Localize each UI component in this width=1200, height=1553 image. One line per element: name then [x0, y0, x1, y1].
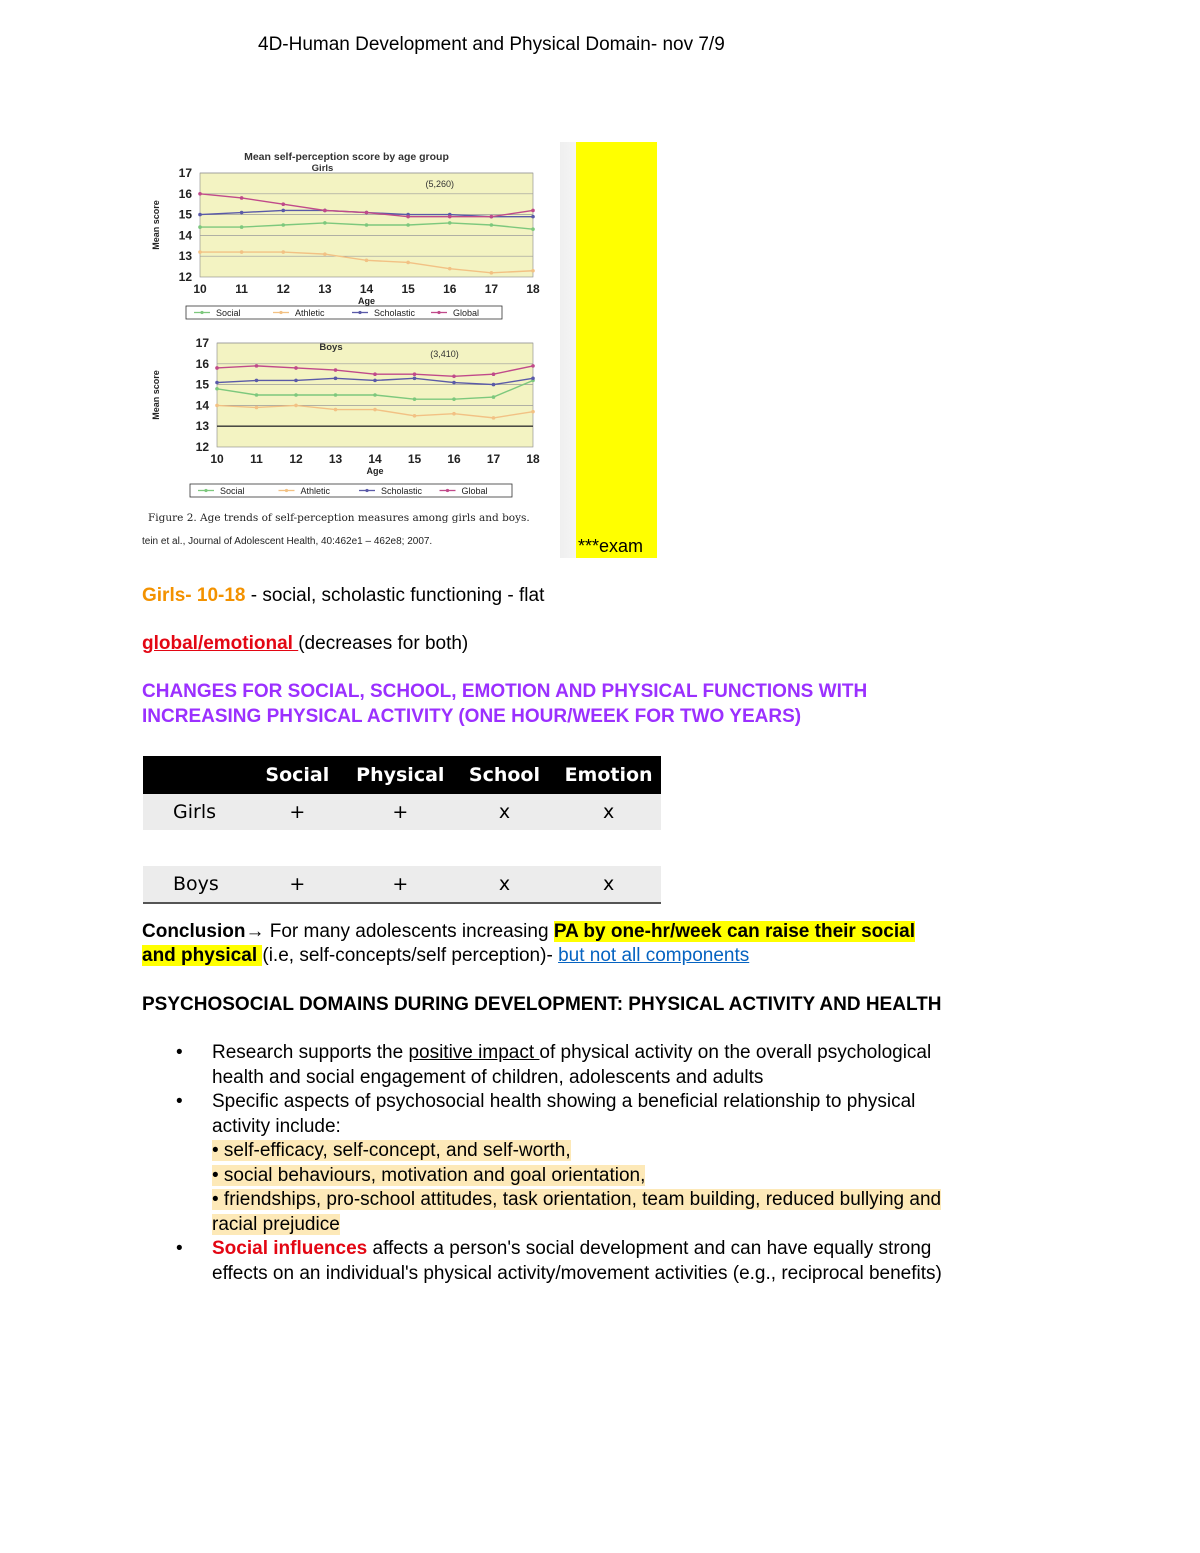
data-point-social — [373, 393, 377, 397]
data-point-social — [255, 393, 259, 397]
data-point-social — [334, 393, 338, 397]
table-cell: + — [348, 794, 453, 830]
data-point-social — [452, 397, 456, 401]
chart-subtitle: Girls — [311, 163, 334, 174]
girls-summary — [142, 584, 544, 608]
y-tick-label: 13 — [178, 249, 192, 264]
data-point-athletic — [294, 404, 298, 408]
data-point-global — [531, 209, 535, 213]
data-point-scholastic — [531, 215, 535, 219]
legend-marker — [365, 489, 368, 492]
table-cell: + — [348, 866, 453, 903]
data-point-athletic — [334, 408, 338, 412]
data-point-global — [281, 202, 285, 206]
legend-label: Social — [220, 486, 245, 496]
x-tick-label: 17 — [484, 282, 499, 296]
x-tick-label: 18 — [526, 282, 540, 296]
data-point-social — [240, 225, 244, 229]
data-point-social — [406, 223, 410, 227]
data-point-athletic — [215, 404, 219, 408]
data-point-athletic — [255, 406, 259, 410]
figure-caption: Figure 2. Age trends of self-perception measures among girls and boys. — [148, 512, 530, 524]
x-tick-label: 10 — [193, 282, 207, 296]
legend-marker — [200, 311, 203, 314]
data-point-athletic — [531, 269, 535, 273]
legend-marker — [446, 489, 449, 492]
y-tick-label: 17 — [195, 336, 209, 350]
table-row — [143, 866, 661, 903]
bullet-text: of physical activity on the overall psychological — [539, 1042, 932, 1063]
conclusion-line2 — [142, 944, 749, 968]
figure-svg — [140, 140, 560, 560]
data-point-global — [365, 211, 369, 215]
x-tick-label: 15 — [401, 282, 415, 296]
data-point-athletic — [448, 267, 452, 271]
chart-title: Mean self-perception score by age group — [244, 151, 449, 163]
list-item — [170, 1090, 1070, 1237]
bullet-text: activity include: — [212, 1115, 341, 1137]
y-tick-label: 12 — [195, 440, 209, 454]
global-summary — [142, 632, 468, 656]
table-cell: Boys — [143, 866, 247, 903]
legend-label: Athletic — [295, 308, 325, 318]
sub-item: • friendships, pro-school attitudes, task orientation, team building, reduced bullying and — [212, 1189, 942, 1210]
chart-boys — [151, 336, 540, 497]
data-point-global — [198, 192, 202, 196]
data-point-social — [215, 387, 219, 391]
bullet-text: Research supports the — [212, 1042, 409, 1063]
data-point-athletic — [490, 271, 494, 275]
table-cell: + — [247, 866, 348, 903]
x-tick-label: 16 — [443, 282, 457, 296]
data-point-global — [240, 196, 244, 200]
bullet-text: Specific aspects of psychosocial health showing a beneficial relationship to physical — [212, 1091, 916, 1112]
x-tick-label: 12 — [289, 452, 303, 466]
data-point-scholastic — [215, 381, 219, 385]
figure-self-perception — [140, 140, 560, 560]
y-tick-label: 12 — [178, 270, 192, 284]
chart-annotation: (3,410) — [430, 349, 459, 359]
data-point-global — [448, 215, 452, 219]
data-point-athletic — [413, 414, 417, 418]
document-header: 4D-Human Development and Physical Domain- nov 7/9 — [258, 34, 725, 55]
table-header-cell: Emotion — [556, 756, 661, 794]
data-point-athletic — [492, 416, 496, 420]
data-point-global — [490, 215, 494, 219]
exam-note: ***exam — [578, 536, 644, 556]
table-header-cell: School — [453, 756, 557, 794]
x-axis-label: Age — [357, 296, 376, 306]
x-tick-label: 11 — [235, 282, 248, 296]
y-tick-label: 15 — [178, 207, 192, 222]
x-tick-label: 13 — [318, 282, 332, 296]
legend-marker — [204, 489, 207, 492]
y-tick-label: 13 — [195, 419, 209, 434]
data-point-scholastic — [413, 377, 417, 381]
conclusion-label: Conclusion — [142, 921, 246, 942]
table-cell: Girls — [143, 794, 247, 830]
x-tick-label: 10 — [210, 452, 224, 466]
conclusion-text2: (i.e, self-concepts/self perception)- — [262, 945, 559, 966]
bullet-icon: • — [176, 1042, 183, 1063]
x-tick-label: 17 — [486, 452, 501, 466]
table-cell: x — [453, 794, 557, 830]
yellow-highlight-strip — [560, 142, 657, 558]
y-tick-label: 14 — [178, 228, 192, 243]
x-tick-label: 18 — [526, 452, 540, 466]
data-point-athletic — [323, 252, 327, 256]
changes-heading — [142, 679, 867, 729]
data-point-global — [406, 215, 410, 219]
table-header-row — [143, 756, 661, 794]
components-link[interactable]: but not all components — [558, 945, 750, 966]
y-tick-label: 16 — [178, 186, 192, 201]
bullet-text: effects on an individual's physical activity/movement activities (e.g., reciprocal benefits) — [212, 1262, 942, 1284]
legend-marker — [285, 489, 288, 492]
legend-label: Athletic — [300, 486, 331, 496]
legend-label: Scholastic — [381, 486, 423, 496]
data-point-athletic — [365, 259, 369, 263]
data-point-global — [413, 372, 417, 376]
data-point-social — [323, 221, 327, 225]
list-item — [170, 1041, 1070, 1090]
data-point-social — [281, 223, 285, 227]
y-tick-label: 15 — [195, 377, 209, 392]
x-axis-label: Age — [366, 466, 384, 476]
table-cell: x — [556, 866, 661, 903]
data-point-athletic — [373, 408, 377, 412]
table-cell: + — [247, 794, 348, 830]
data-point-global — [452, 374, 456, 378]
data-point-global — [255, 364, 259, 368]
legend-label: Global — [461, 486, 488, 496]
arrow-icon: → — [245, 921, 265, 942]
table-header-cell: Social — [247, 756, 348, 794]
x-tick-label: 14 — [368, 452, 382, 466]
data-point-scholastic — [334, 377, 338, 381]
legend-marker — [437, 311, 440, 314]
x-tick-label: 11 — [250, 452, 263, 466]
data-point-global — [334, 368, 338, 372]
table-row — [143, 794, 661, 830]
legend-label: Social — [216, 308, 241, 318]
data-point-social — [490, 223, 494, 227]
conclusion-text1: For many adolescents increasing — [264, 921, 554, 942]
x-tick-label: 15 — [407, 452, 422, 466]
data-point-global — [294, 366, 298, 370]
y-axis-label: Mean score — [151, 200, 161, 250]
global-label: global/emotional — [142, 633, 299, 654]
table-cell: x — [556, 794, 661, 830]
table-spacer-row — [143, 830, 661, 866]
data-point-social — [294, 393, 298, 397]
data-point-athletic — [406, 261, 410, 265]
y-axis-label: Mean score — [151, 370, 161, 420]
legend-label: Global — [453, 308, 480, 318]
data-point-social — [531, 227, 535, 231]
data-point-athletic — [531, 410, 535, 414]
figure-citation: tein et al., Journal of Adolescent Health, 40:462e1 – 462e8; 2007. — [142, 536, 433, 547]
data-point-scholastic — [281, 209, 285, 213]
data-point-social — [365, 223, 369, 227]
y-tick-label: 16 — [195, 356, 209, 371]
data-point-global — [215, 366, 219, 370]
table-cell: x — [453, 866, 557, 903]
chart-subtitle: Boys — [319, 342, 343, 353]
bullet-underlined: positive impact — [408, 1042, 540, 1063]
data-point-scholastic — [373, 379, 377, 383]
bullet-text: health and social engagement of children, adolescents and adults — [212, 1066, 764, 1088]
chart-girls — [151, 151, 540, 319]
list-item — [170, 1237, 1070, 1286]
bullet-text: affects a person's social development and can have equally strong — [367, 1238, 932, 1259]
chart-annotation: (5,260) — [425, 179, 455, 189]
conclusion-highlight1: PA by one-hr/week can raise their social — [553, 921, 915, 942]
data-point-global — [323, 209, 327, 213]
social-influences-label: Social influences — [212, 1238, 368, 1259]
pa-effects-table — [143, 756, 661, 904]
psychosocial-heading: PSYCHOSOCIAL DOMAINS DURING DEVELOPMENT: PHYSICAL ACTIVITY AND HEALTH — [142, 994, 942, 1015]
data-point-global — [531, 364, 535, 368]
data-point-scholastic — [492, 383, 496, 387]
changes-heading-line2: INCREASING PHYSICAL ACTIVITY (ONE HOUR/WEEK FOR TWO YEARS) — [142, 706, 802, 727]
data-point-social — [198, 225, 202, 229]
girls-label: Girls- 10-18 — [142, 585, 246, 606]
girls-text: - social, scholastic functioning - flat — [245, 585, 545, 606]
data-point-social — [413, 397, 417, 401]
x-tick-label: 12 — [276, 282, 290, 296]
data-point-scholastic — [255, 379, 259, 383]
data-point-athletic — [281, 250, 285, 254]
bullet-icon: • — [176, 1238, 183, 1259]
data-point-social — [492, 395, 496, 399]
data-point-social — [448, 221, 452, 225]
data-point-athletic — [240, 250, 244, 254]
data-point-global — [492, 372, 496, 376]
data-point-scholastic — [294, 379, 298, 383]
conclusion-line1 — [142, 920, 915, 944]
sub-item: racial prejudice — [212, 1213, 340, 1235]
y-tick-label: 14 — [195, 398, 209, 413]
legend-marker — [279, 311, 282, 314]
sub-item: • social behaviours, motivation and goal orientation, — [212, 1164, 646, 1186]
x-tick-label: 16 — [447, 452, 461, 466]
data-point-scholastic — [452, 381, 456, 385]
changes-heading-line1: CHANGES FOR SOCIAL, SCHOOL, EMOTION AND PHYSICAL FUNCTIONS WITH — [142, 681, 868, 702]
y-tick-label: 17 — [178, 166, 192, 180]
data-point-scholastic — [531, 377, 535, 381]
table-header-cell: Physical — [348, 756, 453, 794]
legend-marker — [358, 311, 361, 314]
global-text: (decreases for both) — [298, 633, 469, 654]
legend-label: Scholastic — [374, 308, 416, 318]
table-header-cell — [143, 756, 247, 794]
data-point-scholastic — [198, 213, 202, 217]
data-point-scholastic — [240, 211, 244, 215]
bullet-list — [170, 1041, 1070, 1286]
data-point-global — [373, 372, 377, 376]
x-tick-label: 13 — [328, 452, 343, 466]
x-tick-label: 14 — [359, 282, 374, 296]
conclusion-highlight2: and physical — [142, 945, 263, 966]
data-point-athletic — [452, 412, 456, 416]
data-point-athletic — [198, 250, 202, 254]
bullet-icon: • — [176, 1091, 183, 1112]
sub-item: • self-efficacy, self-concept, and self-worth, — [212, 1140, 571, 1161]
